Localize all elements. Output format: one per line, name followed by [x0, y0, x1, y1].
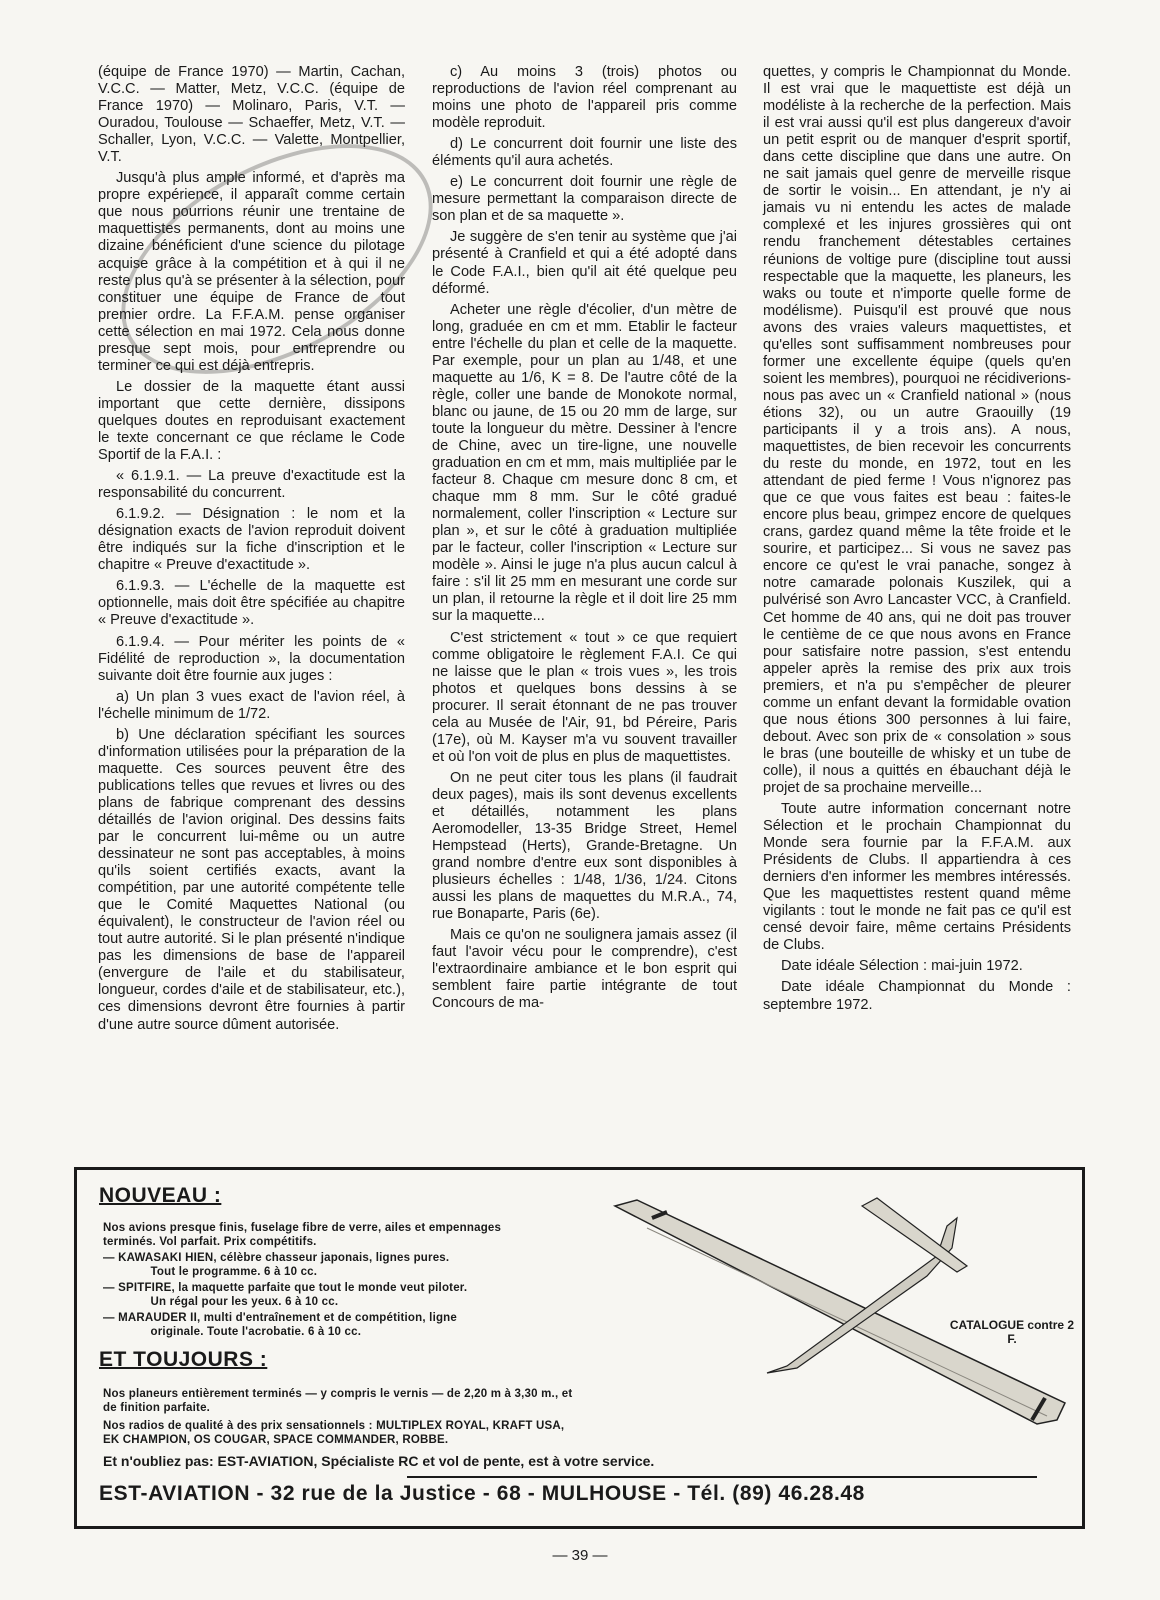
paragraph: a) Un plan 3 vues exact de l'avion réel, à l'échelle minimum de 1/72.: [98, 688, 405, 722]
ad-line: — MARAUDER II, multi d'entraînement et de compétition, ligne originale. Toute l'acrobatie. 6 à 10 cc.: [103, 1312, 458, 1338]
paragraph: (équipe de France 1970) — Martin, Cachan, V.C.C. — Matter, Metz, V.C.C. (équipe de France 1970) — Molinaro, Paris, V.T. — Ouradou, Toulouse — Schaeffer, Metz, V.T. — Schaller, Lyon, V.C.C. — Valette, Montpellier, V.T.: [98, 64, 405, 166]
divider: [407, 1476, 1037, 1478]
ad-line: Nos avions presque finis, fuselage fibre de verre, ailes et empennages terminés. Vol parfait. Prix compétitifs.: [103, 1222, 502, 1248]
paragraph: Acheter une règle d'écolier, d'un mètre de long, graduée en cm et mm. Etablir le facteur entre l'échelle du plan et celle de la maquette. Par exemple, pour un plan au 1/48, et une maquette au 1/6, K = 8. De l'autre côté de la règle, coller une bande de Monokote normal, blanc ou jaune, de 15 ou 20 mm de large, sur toute la longueur du mètre. Dessiner à l'encre de Chine, avec un tire-ligne, une nouvelle graduation en cm et mm, mais multipliée par le facteur 8. Chaque cm mesure donc 8 cm, et chaque mm 8 mm. Sur le côté gradué normalement, coller l'inscription « Lecture sur plan », et sur le côté à graduation multipliée par le facteur, coller l'inscription « Lecture sur modèle ». Ainsi le juge n'a plus aucun calcul à faire : s'il lit 25 mm en mesurant une corde sur un plan, il retourne la règle et il doit lire 25 mm sur la maquette...: [432, 301, 737, 625]
paragraph: e) Le concurrent doit fournir une règle de mesure permettant la comparaison directe de son plan et de sa maquette ».: [432, 174, 737, 225]
paragraph: 6.1.9.4. — Pour mériter les points de « Fidélité de reproduction », la documentation suivante doit être fournie aux juges :: [98, 633, 405, 684]
column-3: [763, 64, 1071, 1018]
ad-line: Nos planeurs entièrement terminés — y compris le vernis — de 2,20 m à 3,30 m., et de finition parfaite.: [103, 1388, 573, 1414]
paragraph: Le dossier de la maquette étant aussi important que cette dernière, dissipons quelques doutes en reproduisant exactement le texte concernant ce que réclame le Code Sportif de la F.A.I. :: [98, 378, 405, 464]
ad-heading-nouveau: NOUVEAU :: [99, 1184, 222, 1207]
paragraph: quettes, y compris le Championnat du Monde. Il est vrai que le maquettiste est déjà un modéliste à la recherche de la perfection. Mais il est vrai aussi qu'il est plus dangereux d'avoir un petit esprit ou de manquer d'esprit sportif, dans cette discipline que dans une autre. On ne sait jamais quel genre de merveille risque de sortir le voisin... En attendant, je n'y ai jamais vu ni entendu les actes de malade complexé et les injures grossières qui ont rendu franchement détestables certaines réunions de voltige pure (discipline tout aussi respectable que la maquette, les planeurs, les waks ou toute et n'importe quelle forme de modélisme). Puisqu'il est prouvé que nous avons des vraies valeurs maquettistes, et qu'elles sont suffisamment nombreuses pour former une excellente équipe (quels qu'en soient les membres), pourquoi ne récidiverions-nous pas avec un « Cranfield national » (nous étions 32), ou un autre Graouilly (19 participants il y a trois ans). A nous, maquettistes, de bien recevoir les concurrents du reste du monde, en 1972, tout en les attendant de pied ferme ! Vous n'ignorez pas que ce que vous faites est beau : faites-le encore plus beau, grimpez encore de quelques crans, gardez quand même la tête froide et le sourire, et participez... Si vous ne savez pas encore ce qu'est le vrai panache, songez à notre camarade polonais Kuszilek, qui a pulvérisé son Avro Lancaster VCC, à Cranfield. Cet homme de 40 ans, qui ne doit pas trouver le centième de ce que nous avons en France pour satisfaire notre passion, s'est entendu appeler après la remise des prix aux trois premiers, et n'a pu s'empêcher de pleurer comme un enfant devant la formidable ovation que nous étions 300 personnes à lui faire, debout. Avec son prix de « consolation » sous le bras (une bouteille de whisky et un tube de colle), il nous a quittés en ébauchant déjà le projet de sa prochaine merveille...: [763, 64, 1071, 796]
glider-model-illustration: [607, 1188, 1077, 1428]
paragraph: C'est strictement « tout » ce que requiert comme obligatoire le règlement F.A.I. Ce qui ne laisse que le plan « trois vues », les trois photos et quelques bons dessins à se procurer. Il serait étonnant de ne pas trouver cela au Musée de l'Air, 91, bd Péreire, Paris (17e), où M. Kayser m'a vu souvent travailler et où l'on voit de plus en plus de maquettistes.: [432, 629, 737, 765]
paragraph: Jusqu'à plus ample informé, et d'après ma propre expérience, il apparaît comme certain que nous pourrions réunir une trentaine de maquettistes permanents, dont au moins une dizaine bénéficient d'une science du pilotage acquise grâce à la compétition et à qui il ne reste plus qu'à se présenter à la sélection, pour constituer une équipe de France de tout premier ordre. La F.F.A.M. pense organiser cette sélection en mai 1972. Cela nous donne presque sept mois, pour entreprendre ou terminer ce qui est déjà entrepris.: [98, 170, 405, 374]
paragraph: « 6.1.9.1. — La preuve d'exactitude est la responsabilité du concurrent.: [98, 468, 405, 502]
ad-line: Nos radios de qualité à des prix sensationnels : MULTIPLEX ROYAL, KRAFT USA, EK CHAMPION, OS COUGAR, SPACE COMMANDER, ROBBE.: [103, 1420, 565, 1446]
ad-address: EST-AVIATION - 32 rue de la Justice - 68 - MULHOUSE - Tél. (89) 46.28.48: [99, 1482, 865, 1505]
paragraph: Je suggère de s'en tenir au système que j'ai présenté à Cranfield et qui a été adopté dans le Code F.A.I., bien qu'il ait été quelque peu déformé.: [432, 229, 737, 297]
paragraph: Toute autre information concernant notre Sélection et le prochain Championnat du Monde sera fournie par la F.F.A.M. aux Présidents de Clubs. Il appartiendra à ces derniers d'en informer les membres intéressés. Que les maquettistes restent quand même vigilants : tout le monde ne fait pas ce qu'il est censé devoir faire, même certains Présidents de Clubs.: [763, 801, 1071, 954]
paragraph: Date idéale Championnat du Monde : septembre 1972.: [763, 979, 1071, 1013]
ad-line: — KAWASAKI HIEN, célèbre chasseur japonais, lignes pures. Tout le programme. 6 à 10 cc.: [103, 1252, 450, 1278]
paragraph: Date idéale Sélection : mai-juin 1972.: [781, 958, 1023, 975]
page-number: — 39 —: [552, 1547, 608, 1564]
column-1: [98, 64, 405, 1038]
ad-reminder: Et n'oubliez pas: EST-AVIATION, Spécialiste RC et vol de pente, est à votre service.: [103, 1453, 655, 1469]
paragraph: Mais ce qu'on ne soulignera jamais assez (il faut l'avoir vécu pour le comprendre), c'est l'extraordinaire ambiance et le bon esprit qui semblent faire partie intégrante de tout Concours de ma-: [432, 927, 737, 1012]
ad-line: — SPITFIRE, la maquette parfaite que tout le monde veut piloter. Un régal pour les yeux. 6 à 10 cc.: [103, 1282, 468, 1308]
advertisement-box: [74, 1167, 1085, 1529]
paragraph: 6.1.9.3. — L'échelle de la maquette est optionnelle, mais doit être spécifiée au chapitre « Preuve d'exactitude ».: [98, 578, 405, 629]
ad-heading-et-toujours: ET TOUJOURS :: [99, 1348, 268, 1371]
paragraph: d) Le concurrent doit fournir une liste des éléments qu'il aura achetés.: [432, 136, 737, 170]
column-2: [432, 64, 737, 1017]
paragraph: On ne peut citer tous les plans (il faudrait deux pages), mais ils sont devenus excellents et détaillés, notamment les plans Aeromodeller, 13-35 Bridge Street, Hemel Hempstead (Herts), Grande-Bretagne. Un grand nombre d'entre eux sont disponibles à plusieurs échelles : 1/48, 1/36, 1/24. Citons aussi les plans de maquettes du M.R.A., 74, rue Bonaparte, Paris (6e).: [432, 769, 737, 923]
paragraph: c) Au moins 3 (trois) photos ou reproductions de l'avion réel comprenant au moins une photo de l'appareil pris comme modèle reproduit.: [432, 64, 737, 132]
paragraph: b) Une déclaration spécifiant les sources d'information utilisées pour la préparation de la maquette. Ces sources peuvent être des publications telles que revues et livres ou des plans de fabrique comprenant des dessins détaillés de l'avion original. Des dessins faits par le concurrent lui-même ou un autre dessinateur ne sont pas acceptables, à moins qu'ils soient certifiés exacts, avant la compétition, par une autorité compétente telle que le Comité Maquettes National (ou équivalent), le constructeur de l'avion réel ou tout autre autorité. Si le plan présenté n'indique pas les dimensions de base de l'appareil (envergure de l'aile et du stabilisateur, longueur, cordes d'aile et de stabilisateur, etc.), ces dimensions devront être fournies à partir d'une autre source dûment autorisée.: [98, 726, 405, 1033]
paragraph: 6.1.9.2. — Désignation : le nom et la désignation exacts de l'avion reproduit doivent être indiqués sur la fiche d'inscription et le chapitre « Preuve d'exactitude ».: [98, 506, 405, 574]
catalogue-note: CATALOGUE contre 2 F.: [949, 1318, 1075, 1346]
